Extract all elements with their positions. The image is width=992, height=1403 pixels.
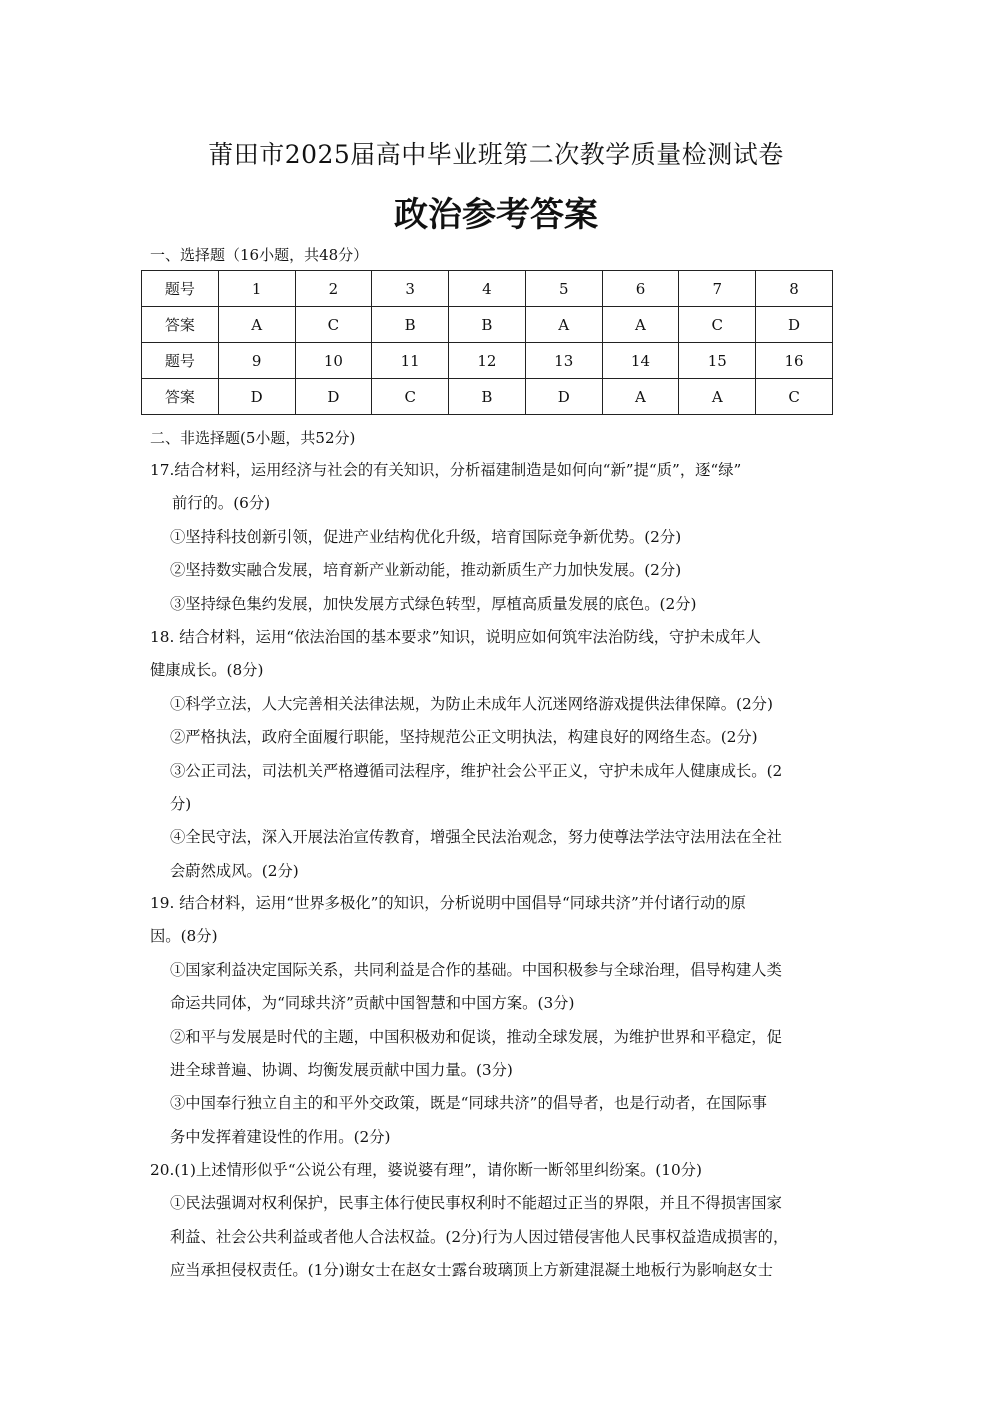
- answer-key-title: 政治参考答案: [394, 195, 598, 235]
- answer-point: ③公正司法，司法机关严格遵循司法程序，维护社会公平正义，守护未成年人健康成长。(2: [170, 761, 783, 780]
- answer-cell: C: [295, 307, 372, 343]
- answer-point: ④全民守法，深入开展法治宣传教育，增强全民法治观念，努力使尊法学法守法用法在全社: [170, 828, 782, 847]
- question-text: 前行的。(6分): [172, 494, 271, 513]
- question-number: 16: [756, 343, 833, 379]
- answer-cell: D: [756, 307, 833, 343]
- answer-point: ②坚持数实融合发展，培育新产业新动能，推动新质生产力加快发展。(2分): [170, 561, 682, 580]
- answer-point: ①坚持科技创新引领，促进产业结构优化升级，培育国际竞争新优势。(2分): [170, 527, 682, 546]
- question-number: 10: [295, 343, 372, 379]
- table-row: [142, 307, 833, 343]
- question-number: 11: [372, 343, 449, 379]
- question-text: 健康成长。(8分): [150, 661, 264, 680]
- answer-point-cont: 命运共同体，为“同球共济”贡献中国智慧和中国方案。(3分): [170, 994, 575, 1013]
- row-label: 答案: [142, 307, 219, 343]
- question-number: 12: [449, 343, 526, 379]
- answer-point: ②和平与发展是时代的主题，中国积极劝和促谈，推动全球发展，为维护世界和平稳定，促: [170, 1027, 782, 1046]
- table-row: [142, 343, 833, 379]
- question-number: 1: [218, 271, 295, 307]
- answer-cell: A: [602, 379, 679, 415]
- question-number: 4: [449, 271, 526, 307]
- question-20: [150, 1154, 840, 1288]
- answer-cell: C: [756, 379, 833, 415]
- answer-cell: C: [679, 307, 756, 343]
- question-text: 19. 结合材料，运用“世界多极化”的知识，分析说明中国倡导“同球共济”并付诸行动的原: [150, 894, 746, 912]
- answer-point: ①科学立法，人大完善相关法律法规，为防止未成年人沉迷网络游戏提供法律保障。(2分): [170, 694, 773, 713]
- answer-cell: B: [449, 379, 526, 415]
- question-17: [150, 454, 840, 621]
- question-number: 8: [756, 271, 833, 307]
- question-number: 13: [525, 343, 602, 379]
- answer-point-cont: 进全球普遍、协调、均衡发展贡献中国力量。(3分): [170, 1061, 513, 1080]
- answer-cell: A: [218, 307, 295, 343]
- answer-cell: D: [295, 379, 372, 415]
- answer-point: ③中国奉行独立自主的和平外交政策，既是“同球共济”的倡导者，也是行动者，在国际事: [170, 1094, 767, 1113]
- answer-table: [141, 270, 833, 415]
- answer-cell: C: [372, 379, 449, 415]
- row-label: 答案: [142, 379, 219, 415]
- question-number: 7: [679, 271, 756, 307]
- question-19: [150, 887, 840, 1154]
- answer-cell: A: [525, 307, 602, 343]
- table-row: [142, 271, 833, 307]
- answer-point-cont: 应当承担侵权责任。(1分)谢女士在赵女士露台玻璃顶上方新建混凝土地板行为影响赵女士: [170, 1261, 773, 1280]
- section-2-heading: 二、非选择题(5小题，共52分): [150, 429, 356, 447]
- question-number: 6: [602, 271, 679, 307]
- question-text: 17.结合材料，运用经济与社会的有关知识，分析福建制造是如何向“新”提“质”，逐“绿”: [150, 461, 742, 479]
- answer-point-cont: 分): [170, 795, 192, 814]
- answer-cell: A: [679, 379, 756, 415]
- answer-cell: B: [372, 307, 449, 343]
- question-text: 因。(8分): [150, 927, 218, 946]
- question-number: 2: [295, 271, 372, 307]
- answer-cell: A: [602, 307, 679, 343]
- table-row: [142, 379, 833, 415]
- question-number: 9: [218, 343, 295, 379]
- question-18: [150, 621, 840, 888]
- answer-point: ②严格执法，政府全面履行职能，坚持规范公正文明执法，构建良好的网络生态。(2分): [170, 728, 758, 747]
- question-number: 14: [602, 343, 679, 379]
- answer-point-cont: 会蔚然成风。(2分): [170, 861, 299, 880]
- row-label: 题号: [142, 271, 219, 307]
- answer-point-cont: 务中发挥着建设性的作用。(2分): [170, 1127, 391, 1146]
- section-1-heading: 一、选择题（16小题，共48分）: [150, 246, 369, 264]
- answer-point: ①国家利益决定国际关系，共同利益是合作的基础。中国积极参与全球治理，倡导构建人类: [170, 960, 782, 979]
- answer-point: ①民法强调对权利保护，民事主体行使民事权利时不能超过正当的界限，并且不得损害国家: [170, 1194, 782, 1213]
- exam-title: 莆田市2025届高中毕业班第二次教学质量检测试卷: [208, 140, 784, 169]
- question-number: 5: [525, 271, 602, 307]
- question-number: 15: [679, 343, 756, 379]
- answer-cell: D: [218, 379, 295, 415]
- answer-cell: B: [449, 307, 526, 343]
- question-text: 20.(1)上述情形似乎“公说公有理，婆说婆有理”，请你断一断邻里纠纷案。(10分): [150, 1161, 702, 1179]
- question-text: 18. 结合材料，运用“依法治国的基本要求”知识，说明应如何筑牢法治防线，守护未成年人: [150, 628, 761, 646]
- answer-point: ③坚持绿色集约发展，加快发展方式绿色转型，厚植高质量发展的底色。(2分): [170, 594, 697, 613]
- answer-cell: D: [525, 379, 602, 415]
- row-label: 题号: [142, 343, 219, 379]
- question-number: 3: [372, 271, 449, 307]
- answer-point-cont: 利益、社会公共利益或者他人合法权益。(2分)行为人因过错侵害他人民事权益造成损害的，: [170, 1227, 789, 1246]
